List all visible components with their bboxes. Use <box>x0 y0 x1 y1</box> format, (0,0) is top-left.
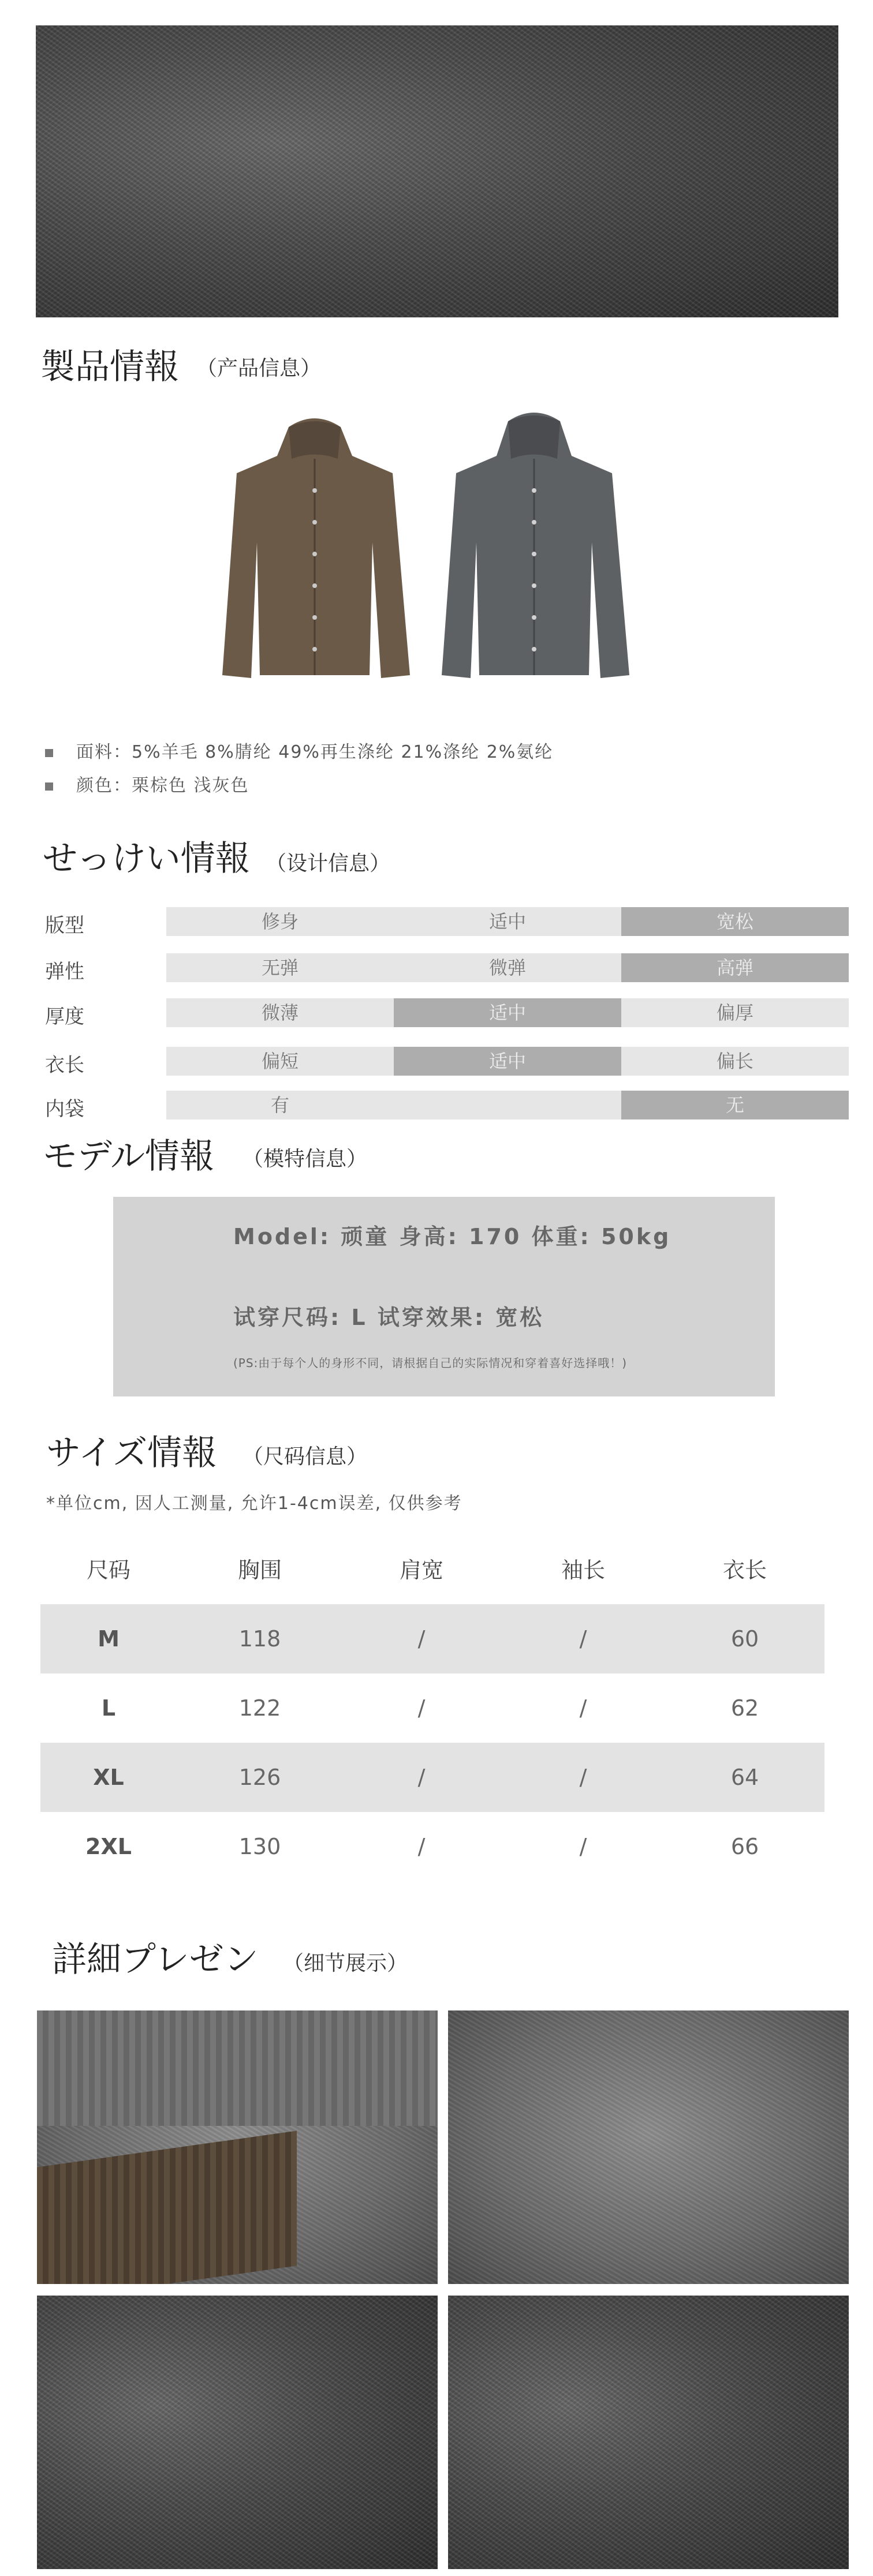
attr-option: 无弹 <box>166 953 394 982</box>
size-cell: / <box>579 1834 587 1859</box>
model-info-box <box>113 1197 775 1396</box>
attr-option: 微弹 <box>394 953 621 982</box>
attr-option: 偏长 <box>621 1047 849 1076</box>
size-cell: / <box>579 1765 587 1790</box>
size-cell: / <box>417 1626 426 1652</box>
size-cell: / <box>417 1695 426 1721</box>
attr-option: 适中 <box>394 998 621 1027</box>
attr-option: 宽松 <box>621 907 849 936</box>
attr-option: 适中 <box>394 1047 621 1076</box>
size-cell: 118 <box>238 1626 281 1652</box>
hero-fabric-photo <box>36 25 838 317</box>
detail-section-title: 詳細プレゼン <box>52 1940 259 1980</box>
size-note: *单位cm, 因人工测量, 允许1-4cm误差, 仅供参考 <box>46 1493 462 1514</box>
size-header: 袖长 <box>561 1557 605 1583</box>
size-row <box>40 1673 824 1743</box>
attr-option: 偏厚 <box>621 998 849 1027</box>
gray-cardigan <box>442 413 629 678</box>
model-stats: Model: 顽童 身高: 170 体重: 50kg <box>233 1224 671 1249</box>
attr-label: 版型 <box>45 914 84 937</box>
size-cell: / <box>579 1695 587 1721</box>
detail-section-subtitle: （细节展示） <box>283 1952 408 1975</box>
attr-label: 衣长 <box>45 1054 84 1077</box>
attr-option: 适中 <box>394 907 621 936</box>
size-header: 衣长 <box>722 1557 767 1583</box>
attr-label: 弹性 <box>45 960 84 983</box>
design-section-title: せっけい情報 <box>43 838 250 879</box>
model-fit: 试穿尺码: L 试穿效果: 宽松 <box>233 1305 544 1330</box>
size-cell: / <box>417 1765 426 1790</box>
size-header: 胸围 <box>237 1557 282 1583</box>
size-section-title: サイズ情報 <box>46 1433 217 1473</box>
size-section-subtitle: （尺码信息） <box>242 1445 368 1469</box>
size-cell: 60 <box>730 1626 759 1652</box>
attr-option: 偏短 <box>166 1047 394 1076</box>
size-cell: 130 <box>238 1834 281 1859</box>
product-section-subtitle: （产品信息） <box>196 357 322 380</box>
attr-option: 微薄 <box>166 998 394 1027</box>
size-cell: 122 <box>238 1695 281 1721</box>
attr-option <box>394 1091 621 1119</box>
bullet-icon <box>45 749 53 757</box>
size-cell: 126 <box>238 1765 281 1790</box>
model-note: (PS:由于每个人的身形不同，请根据自己的实际情况和穿着喜好选择哦！) <box>233 1356 628 1370</box>
detail-photo-hem <box>37 2296 438 2569</box>
model-section-title: モデル情報 <box>43 1136 214 1177</box>
size-cell: L <box>101 1695 116 1721</box>
size-row <box>40 1604 824 1673</box>
size-row <box>40 1743 824 1812</box>
size-header: 尺码 <box>86 1557 130 1583</box>
size-cell: / <box>417 1834 426 1859</box>
product-cardigans-image <box>219 404 635 692</box>
model-section-subtitle: （模特信息） <box>242 1147 368 1171</box>
detail-photo-texture <box>448 2296 849 2569</box>
attr-label: 厚度 <box>45 1005 84 1028</box>
size-cell: 2XL <box>85 1834 132 1859</box>
color-info: 颜色：栗棕色 浅灰色 <box>45 771 249 796</box>
attr-option: 修身 <box>166 907 394 936</box>
size-header: 肩宽 <box>399 1557 443 1583</box>
attr-option: 有 <box>166 1091 394 1119</box>
brown-cardigan <box>222 418 410 678</box>
size-cell: M <box>98 1626 120 1652</box>
detail-photo-cuffs <box>37 2010 438 2284</box>
size-cell: / <box>579 1626 587 1652</box>
attr-label: 内袋 <box>45 1098 84 1121</box>
size-cell: 62 <box>730 1695 759 1721</box>
detail-photo-hood <box>448 2010 849 2284</box>
attr-option: 无 <box>621 1091 849 1119</box>
size-cell: 66 <box>730 1834 759 1859</box>
size-cell: XL <box>93 1765 124 1790</box>
design-section-subtitle: （设计信息） <box>266 852 391 875</box>
attr-option: 高弹 <box>621 953 849 982</box>
bullet-icon <box>45 782 53 791</box>
size-cell: 64 <box>730 1765 759 1790</box>
fabric-info: 面料：5%羊毛 8%腈纶 49%再生涤纶 21%涤纶 2%氨纶 <box>45 737 553 763</box>
size-row <box>40 1812 824 1881</box>
product-section-title: 製品情報 <box>40 347 179 387</box>
